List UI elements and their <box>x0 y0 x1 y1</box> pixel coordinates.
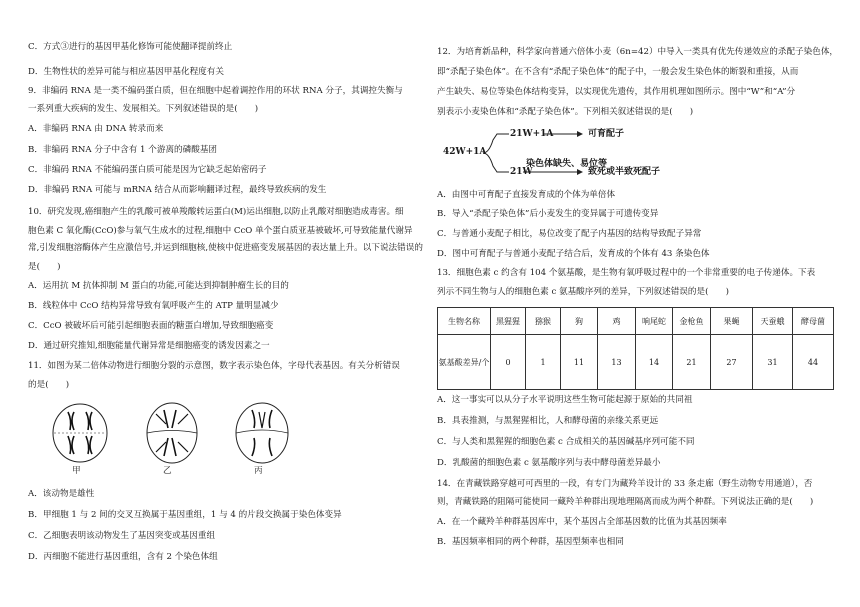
q14-stem-line1: 14．在青藏铁路穿越可可西里的一段，有专门为藏羚羊设计的 33 条走廊（野生动物专用通道），否 <box>437 479 813 489</box>
table-row <box>438 335 834 390</box>
q11-option-a: A．该动物是雄性 <box>28 489 95 499</box>
table-cell: 14 <box>636 335 673 390</box>
table-header-cell: 生物名称 <box>438 308 491 335</box>
table-header-cell: 黑猩猩 <box>491 308 526 335</box>
q11-stem-line2: 的是( ) <box>28 380 70 390</box>
q12-stem-line3: 产生缺失、易位等染色体结构变异，以实现优先遗传，其作用机理如图所示。图中“W”和“A”分 <box>437 87 796 97</box>
cytochrome-c-table <box>437 307 834 390</box>
q13-option-d: D．乳酸菌的细胞色素 c 氨基酸序列与表中酵母菌差异最小 <box>437 458 661 468</box>
table-header-cell: 鸡 <box>598 308 636 335</box>
table-header-cell: 金枪鱼 <box>673 308 711 335</box>
table-header-cell: 狗 <box>561 308 598 335</box>
q11-stem-line1: 11．如图为某二倍体动物进行细胞分裂的示意图，数字表示染色体，字母代表基因。有关分析错误 <box>28 361 400 371</box>
q13-option-a: A．这一事实可以从分子水平说明这些生物可能起源于原始的共同祖 <box>437 395 693 405</box>
q11-option-c: C．乙细胞表明该动物发生了基因突变或基因重组 <box>28 531 216 541</box>
q10-option-b: B．线粒体中 CcO 结构异常导致有氧呼吸产生的 ATP 量明显减少 <box>28 301 279 311</box>
q10-stem-line2: 胞色素 C 氧化酶(CcO)参与氧气生成水的过程,细胞中 CcO 单个蛋白质亚基被破坏,可导致能量代谢异 <box>28 226 413 236</box>
q12-stem-line4: 别表示小麦染色体和“杀配子染色体”。下列相关叙述错误的是( ) <box>437 107 694 117</box>
diagram-lower-result: 致死或半致死配子 <box>588 167 661 177</box>
table-header-cell: 响尾蛇 <box>636 308 673 335</box>
q9-stem-line2: 一系列重大疾病的发生、发展相关。下列叙述错误的是( ) <box>28 104 259 114</box>
q12-option-a: A．由图中可育配子直接发育成的个体为单倍体 <box>437 190 616 200</box>
q11-option-d: D．丙细胞不能进行基因重组，含有 2 个染色体组 <box>28 552 218 562</box>
q14-option-a: A．在一个藏羚羊种群基因库中，某个基因占全部基因数的比值为其基因频率 <box>437 517 727 527</box>
table-cell: 1 <box>526 335 561 390</box>
q12-option-b: B．导入“杀配子染色体”后小麦发生的变异属于可遗传变异 <box>437 209 659 219</box>
table-header-cell: 酵母菌 <box>793 308 834 335</box>
diagram-start-label: 42W+1A <box>443 147 487 157</box>
q13-stem-line1: 13．细胞色素 c 约含有 104 个氨基酸，是生物有氧呼吸过程中的一个非常重要的电子传递体。下表 <box>437 268 816 278</box>
q10-stem-line1: 10．研究发现,癌细胞产生的乳酸可被单羧酸转运蛋白(M)运出细胞,以防止乳酸对细胞造成毒害。细 <box>28 207 404 217</box>
diagram-upper-label: 21W+1A <box>510 129 554 139</box>
q13-stem-line2: 列示不同生物与人的细胞色素 c 氨基酸序列的差异，下列叙述错误的是( ) <box>437 287 729 297</box>
q9-option-c: C．非编码 RNA 不能编码蛋白质可能是因为它缺乏起始密码子 <box>28 165 267 175</box>
q14-stem-line2: 则，青藏铁路的阻隔可能使同一藏羚羊种群出现地理隔离而成为两个种群。下列说法正确的是( ) <box>437 497 814 507</box>
table-header-cell: 猕猴 <box>526 308 561 335</box>
table-header-row <box>438 308 834 335</box>
cell-jia-drawing <box>53 404 107 462</box>
q13-option-b: B．具表推测，与黑猩猩相比，人和酵母菌的亲缘关系更远 <box>437 416 659 426</box>
cell-label-bing: 丙 <box>254 466 263 476</box>
q9-option-a: A．非编码 RNA 由 DNA 转录而来 <box>28 124 164 134</box>
q14-option-b: B．基因频率相同的两个种群，基因型频率也相同 <box>437 537 624 547</box>
table-cell: 0 <box>491 335 526 390</box>
q12-option-d: D．图中可育配子与普通小麦配子结合后，发育成的个体有 43 条染色体 <box>437 249 710 259</box>
q10-stem-line3: 常,引发细胞溶酶体产生应激信号,并运到细胞核,使核中促进癌变发展基因的表达量上升。以下说法错误的 <box>28 243 423 253</box>
q8-option-d: D．生物性状的差异可能与相应基因甲基化程度有关 <box>28 67 224 77</box>
table-cell: 27 <box>711 335 753 390</box>
cell-label-jia: 甲 <box>72 466 81 476</box>
cell-yi-drawing <box>147 403 197 463</box>
diagram-lower-process: 染色体缺失、易位等 <box>526 159 608 169</box>
q12-stem-line1: 12．为培育新品种，科学家向普通六倍体小麦（6n=42）中导入一类具有优先传递效应的杀配子染色体， <box>437 47 839 57</box>
table-header-cell: 果蝇 <box>711 308 753 335</box>
table-cell: 13 <box>598 335 636 390</box>
table-cell: 44 <box>793 335 834 390</box>
table-row-label: 氨基酸差异/个 <box>438 335 491 390</box>
q12-stem-line2: 即“杀配子染色体”。在不含有“杀配子染色体”的配子中，一般会发生染色体的断裂和重接，从而 <box>437 67 799 77</box>
table-cell: 21 <box>673 335 711 390</box>
q12-option-c: C．与普通小麦配子相比，易位改变了配子内基因的结构导致配子异常 <box>437 229 702 239</box>
q9-option-b: B．非编码 RNA 分子中含有 1 个游离的磷酸基团 <box>28 145 218 155</box>
diagram-upper-result: 可育配子 <box>588 129 625 139</box>
q8-option-c: C．方式③进行的基因甲基化修饰可能使翻译提前终止 <box>28 42 233 52</box>
cell-bing-drawing <box>236 403 288 463</box>
q13-option-c: C．与人类和黑猩猩的细胞色素 c 合成相关的基因碱基序列可能不同 <box>437 437 695 447</box>
table-cell: 11 <box>561 335 598 390</box>
q10-option-a: A．运用抗 M 抗体抑制 M 蛋白的功能,可能达到抑制肿瘤生长的目的 <box>28 281 289 291</box>
q10-stem-line4: 是( ) <box>28 262 61 272</box>
table-cell: 31 <box>753 335 793 390</box>
q10-option-d: D．通过研究推知,细胞能量代谢异常是细胞癌变的诱发因素之一 <box>28 341 270 351</box>
q9-option-d: D．非编码 RNA 可能与 mRNA 结合从而影响翻译过程，最终导致疾病的发生 <box>28 185 327 195</box>
diagram-lower-label: 21W <box>510 167 533 177</box>
q10-option-c: C．CcO 被破坏后可能引起细胞表面的糖蛋白增加,导致细胞癌变 <box>28 321 274 331</box>
table-header-cell: 天蚕蛾 <box>753 308 793 335</box>
cell-label-yi: 乙 <box>163 466 172 476</box>
q11-option-b: B．甲细胞 1 与 2 间的交叉互换属于基因重组，1 与 4 的片段交换属于染色体变异 <box>28 510 342 520</box>
q9-stem-line1: 9．非编码 RNA 是一类不编码蛋白质，但在细胞中起着调控作用的环状 RNA 分子，其调控失衡与 <box>28 86 403 96</box>
